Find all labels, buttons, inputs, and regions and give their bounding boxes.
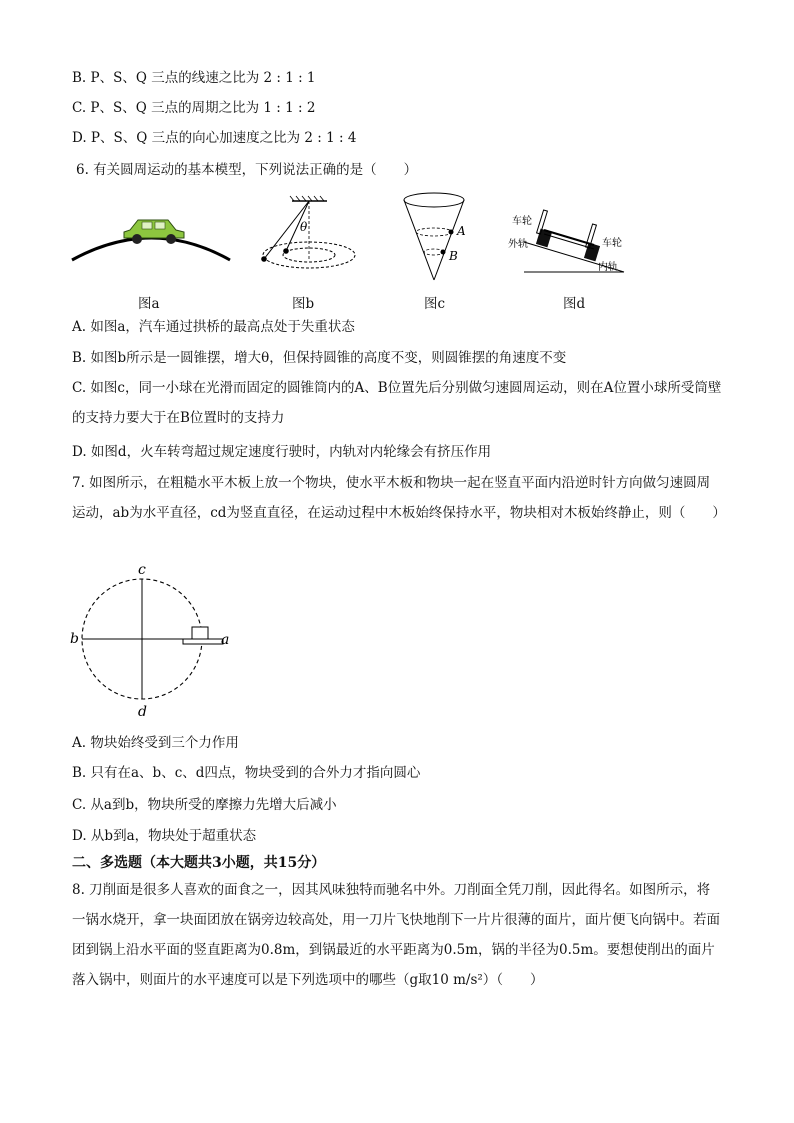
figure-a-bridge-car bbox=[70, 208, 235, 268]
fig-c-label-a: A bbox=[457, 224, 466, 238]
fig-c-label-b: B bbox=[449, 249, 458, 263]
car-icon bbox=[124, 220, 184, 244]
q5-option-b: B. P、S、Q 三点的线速之比为 2 : 1 : 1 bbox=[72, 70, 316, 86]
q7-label-d: d bbox=[138, 704, 147, 720]
q7-option-c: C. 从a到b，物块所受的摩擦力先增大后减小 bbox=[72, 797, 337, 813]
q7-option-b: B. 只有在a、b、c、d四点，物块受到的合外力才指向圆心 bbox=[72, 765, 421, 781]
q8-stem: 8. 刀削面是很多人喜欢的面食之一，因其风味独特而驰名中外。刀削面全凭刀削，因此得名。如图所示，将一锅水烧开，拿一块面团放在锅旁边较高处，用一刀片飞快地削下一片片很薄的面片，面片便飞向锅中。若面团到锅上沿水平面的竖直距离为0.8m，到锅最近的水平距离为0.5m，锅的半径为0.5m。要想使削出的面片落入锅中，则面片的水平速度可以是下列选项中的哪些（g取10 m/s²）（ ） bbox=[72, 882, 720, 988]
figure-b-conical-pendulum bbox=[252, 195, 367, 275]
q6-stem: 6. 有关圆周运动的基本模型，下列说法正确的是（ ） bbox=[76, 162, 418, 178]
q7-label-a: a bbox=[221, 632, 230, 648]
fig-d-label-inner-rail: 内轨 bbox=[598, 262, 618, 273]
figure-c-cone bbox=[396, 190, 476, 285]
section-2-heading: 二、多选题（本大题共3小题，共15分） bbox=[72, 855, 326, 871]
caption-figure-d: 图d bbox=[563, 296, 586, 312]
fig-d-label-wheel-right: 车轮 bbox=[602, 238, 622, 249]
q7-label-c: c bbox=[138, 562, 146, 578]
figure-q7-circle bbox=[66, 562, 246, 722]
caption-figure-a: 图a bbox=[138, 296, 160, 312]
q7-option-a: A. 物块始终受到三个力作用 bbox=[72, 735, 239, 751]
q7-label-b: b bbox=[70, 631, 79, 647]
q7-stem: 7. 如图所示，在粗糙水平木板上放一个物块，使水平木板和物块一起在竖直平面内沿逆时针方向做匀速圆周运动，ab为水平直径，cd为竖直直径，在运动过程中木板始终保持水平，物块相对木板始终静止，则（ ） bbox=[72, 475, 726, 521]
q6-option-a: A. 如图a，汽车通过拱桥的最高点处于失重状态 bbox=[72, 319, 355, 335]
q7-option-d: D. 从b到a，物块处于超重状态 bbox=[72, 828, 257, 844]
q6-option-c: C. 如图c，同一小球在光滑而固定的圆锥筒内的A、B位置先后分别做匀速圆周运动，则在A位置小球所受筒壁的支持力要大于在B位置时的支持力 bbox=[72, 380, 722, 426]
q6-option-b: B. 如图b所示是一圆锥摆，增大θ，但保持圆锥的高度不变，则圆锥摆的角速度不变 bbox=[72, 350, 567, 366]
caption-figure-b: 图b bbox=[292, 296, 315, 312]
fig-d-label-wheel-left: 车轮 bbox=[512, 216, 532, 227]
caption-figure-c: 图c bbox=[424, 296, 446, 312]
q5-option-c: C. P、S、Q 三点的周期之比为 1 : 1 : 2 bbox=[72, 100, 316, 116]
q6-option-d: D. 如图d，火车转弯超过规定速度行驶时，内轨对内轮缘会有挤压作用 bbox=[72, 444, 492, 460]
figure-d-train-track bbox=[502, 200, 637, 280]
q5-option-d: D. P、S、Q 三点的向心加速度之比为 2 : 1 : 4 bbox=[72, 130, 357, 146]
theta-label: θ bbox=[300, 220, 308, 234]
fig-d-label-outer-rail: 外轨 bbox=[508, 239, 528, 250]
